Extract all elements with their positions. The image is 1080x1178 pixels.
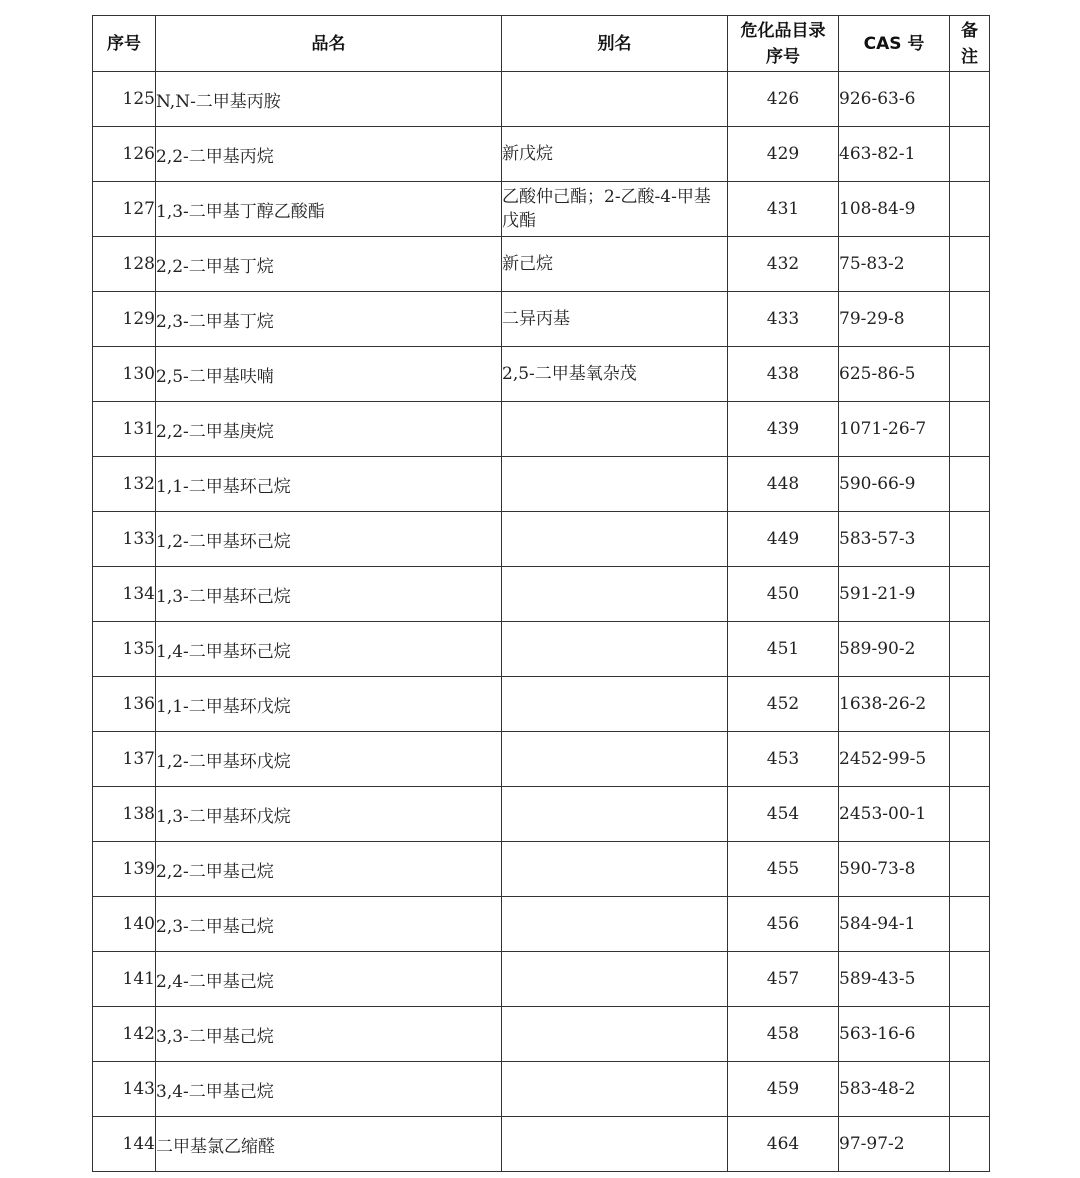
cell-name: N,N-二甲基丙胺 [156, 72, 502, 127]
cell-name: 1,3-二甲基环己烷 [156, 567, 502, 622]
cell-seq: 134 [93, 567, 156, 622]
cell-name: 2,2-二甲基丙烷 [156, 127, 502, 182]
cell-seq: 132 [93, 457, 156, 512]
cell-seq: 140 [93, 897, 156, 952]
cell-seq: 127 [93, 182, 156, 237]
cell-alias [502, 1117, 728, 1172]
cell-remark [950, 402, 990, 457]
cell-name: 2,5-二甲基呋喃 [156, 347, 502, 402]
cell-catalog: 432 [728, 237, 839, 292]
header-catalog-line2: 序号 [766, 46, 800, 67]
cell-alias [502, 842, 728, 897]
cell-name: 1,1-二甲基环己烷 [156, 457, 502, 512]
table-row [93, 347, 990, 402]
cell-seq: 138 [93, 787, 156, 842]
cell-name: 3,4-二甲基己烷 [156, 1062, 502, 1117]
cell-remark [950, 1062, 990, 1117]
cell-cas: 591-21-9 [839, 567, 950, 622]
cell-cas: 584-94-1 [839, 897, 950, 952]
header-catalog [728, 16, 839, 72]
cell-cas: 590-73-8 [839, 842, 950, 897]
cell-remark [950, 897, 990, 952]
cell-cas: 75-83-2 [839, 237, 950, 292]
cell-seq: 144 [93, 1117, 156, 1172]
cell-name: 1,2-二甲基环己烷 [156, 512, 502, 567]
cell-catalog: 459 [728, 1062, 839, 1117]
cell-catalog: 457 [728, 952, 839, 1007]
cell-remark [950, 512, 990, 567]
table-row [93, 622, 990, 677]
cell-remark [950, 1007, 990, 1062]
table-row [93, 182, 990, 237]
cell-alias: 2,5-二甲基氧杂茂 [502, 347, 728, 402]
cell-cas: 589-43-5 [839, 952, 950, 1007]
cell-remark [950, 72, 990, 127]
cell-catalog: 453 [728, 732, 839, 787]
table-row [93, 1062, 990, 1117]
header-alias: 别名 [502, 16, 728, 72]
cell-seq: 139 [93, 842, 156, 897]
cell-cas: 590-66-9 [839, 457, 950, 512]
header-cas: CAS 号 [839, 16, 950, 72]
cell-catalog: 450 [728, 567, 839, 622]
cell-remark [950, 842, 990, 897]
cell-remark [950, 457, 990, 512]
table-body [93, 72, 990, 1172]
cell-remark [950, 292, 990, 347]
table-header-row [93, 16, 990, 72]
table-row [93, 402, 990, 457]
cell-cas: 97-97-2 [839, 1117, 950, 1172]
cell-remark [950, 622, 990, 677]
cell-catalog: 452 [728, 677, 839, 732]
cell-alias [502, 897, 728, 952]
cell-catalog: 456 [728, 897, 839, 952]
cell-seq: 136 [93, 677, 156, 732]
cell-catalog: 449 [728, 512, 839, 567]
cell-name: 1,3-二甲基丁醇乙酸酯 [156, 182, 502, 237]
cell-remark [950, 182, 990, 237]
cell-alias: 新戊烷 [502, 127, 728, 182]
cell-alias [502, 457, 728, 512]
cell-name: 1,3-二甲基环戊烷 [156, 787, 502, 842]
cell-remark [950, 567, 990, 622]
cell-name: 3,3-二甲基己烷 [156, 1007, 502, 1062]
cell-alias [502, 1007, 728, 1062]
cell-name: 2,2-二甲基丁烷 [156, 237, 502, 292]
cell-cas: 583-57-3 [839, 512, 950, 567]
cell-alias [502, 677, 728, 732]
cell-alias [502, 732, 728, 787]
cell-seq: 131 [93, 402, 156, 457]
cell-name: 1,1-二甲基环戊烷 [156, 677, 502, 732]
cell-seq: 133 [93, 512, 156, 567]
table-row [93, 292, 990, 347]
table-row [93, 72, 990, 127]
table-row [93, 457, 990, 512]
cell-name: 二甲基氯乙缩醛 [156, 1117, 502, 1172]
cell-alias: 乙酸仲己酯；2-乙酸-4-甲基戊酯 [502, 182, 728, 237]
cell-catalog: 448 [728, 457, 839, 512]
cell-catalog: 426 [728, 72, 839, 127]
cell-remark [950, 787, 990, 842]
table-row [93, 127, 990, 182]
cell-cas: 1638-26-2 [839, 677, 950, 732]
cell-seq: 129 [93, 292, 156, 347]
cell-catalog: 438 [728, 347, 839, 402]
cell-name: 2,4-二甲基己烷 [156, 952, 502, 1007]
cell-remark [950, 1117, 990, 1172]
header-remark-line2: 注 [961, 46, 978, 67]
chemical-table [92, 15, 990, 1172]
cell-alias [502, 952, 728, 1007]
cell-remark [950, 677, 990, 732]
header-name: 品名 [156, 16, 502, 72]
header-remark [950, 16, 990, 72]
cell-catalog: 454 [728, 787, 839, 842]
table-row [93, 567, 990, 622]
table-row [93, 952, 990, 1007]
table-row [93, 1007, 990, 1062]
cell-remark [950, 952, 990, 1007]
table-row [93, 1117, 990, 1172]
cell-alias [502, 512, 728, 567]
cell-name: 1,4-二甲基环己烷 [156, 622, 502, 677]
cell-remark [950, 127, 990, 182]
cell-catalog: 464 [728, 1117, 839, 1172]
cell-seq: 137 [93, 732, 156, 787]
cell-seq: 130 [93, 347, 156, 402]
cell-name: 2,2-二甲基己烷 [156, 842, 502, 897]
cell-cas: 463-82-1 [839, 127, 950, 182]
cell-alias [502, 567, 728, 622]
table-row [93, 842, 990, 897]
cell-cas: 563-16-6 [839, 1007, 950, 1062]
cell-cas: 79-29-8 [839, 292, 950, 347]
cell-alias [502, 622, 728, 677]
cell-alias: 二异丙基 [502, 292, 728, 347]
cell-remark [950, 237, 990, 292]
table-row [93, 237, 990, 292]
cell-cas: 108-84-9 [839, 182, 950, 237]
cell-seq: 125 [93, 72, 156, 127]
cell-seq: 142 [93, 1007, 156, 1062]
header-seq: 序号 [93, 16, 156, 72]
cell-name: 2,3-二甲基丁烷 [156, 292, 502, 347]
table-row [93, 787, 990, 842]
cell-name: 2,2-二甲基庚烷 [156, 402, 502, 457]
header-remark-line1: 备 [961, 20, 978, 41]
cell-catalog: 455 [728, 842, 839, 897]
cell-alias: 新己烷 [502, 237, 728, 292]
cell-seq: 141 [93, 952, 156, 1007]
cell-cas: 926-63-6 [839, 72, 950, 127]
cell-seq: 126 [93, 127, 156, 182]
cell-catalog: 458 [728, 1007, 839, 1062]
cell-name: 1,2-二甲基环戊烷 [156, 732, 502, 787]
cell-seq: 128 [93, 237, 156, 292]
table-row [93, 512, 990, 567]
cell-catalog: 439 [728, 402, 839, 457]
cell-catalog: 451 [728, 622, 839, 677]
table-row [93, 732, 990, 787]
cell-seq: 143 [93, 1062, 156, 1117]
cell-cas: 625-86-5 [839, 347, 950, 402]
cell-cas: 589-90-2 [839, 622, 950, 677]
cell-alias [502, 787, 728, 842]
cell-cas: 2453-00-1 [839, 787, 950, 842]
cell-remark [950, 347, 990, 402]
table-row [93, 677, 990, 732]
cell-catalog: 433 [728, 292, 839, 347]
cell-cas: 2452-99-5 [839, 732, 950, 787]
cell-name: 2,3-二甲基己烷 [156, 897, 502, 952]
cell-remark [950, 732, 990, 787]
cell-catalog: 429 [728, 127, 839, 182]
cell-cas: 1071-26-7 [839, 402, 950, 457]
table-row [93, 897, 990, 952]
cell-alias [502, 402, 728, 457]
cell-seq: 135 [93, 622, 156, 677]
header-catalog-line1: 危化品目录 [740, 20, 826, 41]
cell-alias [502, 1062, 728, 1117]
cell-cas: 583-48-2 [839, 1062, 950, 1117]
cell-catalog: 431 [728, 182, 839, 237]
cell-alias [502, 72, 728, 127]
